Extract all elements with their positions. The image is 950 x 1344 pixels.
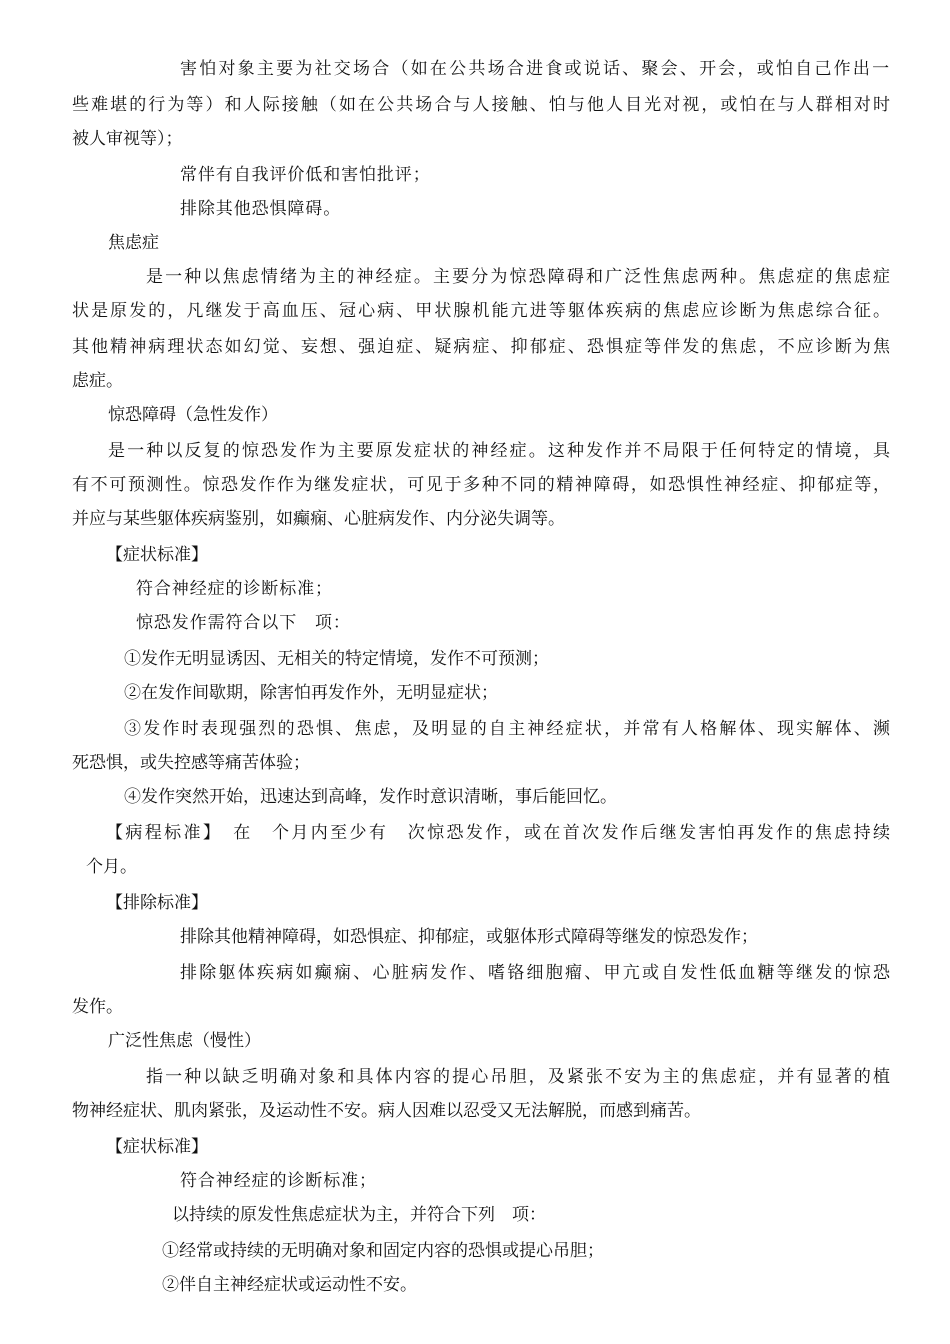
- paragraph-line: 其他精神病理状态如幻觉、妄想、强迫症、疑病症、抑郁症、恐惧症等伴发的焦虑，不应诊断为焦: [72, 337, 890, 357]
- section-heading: 焦虑症: [108, 233, 159, 253]
- paragraph-line: 物神经症状、肌肉紧张，及运动性不安。病人因难以忍受又无法解脱，而感到痛苦。: [72, 1101, 701, 1121]
- paragraph-line: 虑症。: [72, 371, 123, 391]
- criteria-line: 惊恐发作需符合以下 项：: [136, 613, 351, 633]
- paragraph-line: 是一种以反复的惊恐发作为主要原发症状的神经症。这种发作并不局限于任何特定的情境，具: [108, 441, 890, 461]
- criteria-line: 符合神经症的诊断标准；: [136, 579, 333, 599]
- subsection-heading: 【症状标准】: [106, 545, 208, 565]
- criteria-item: ③发作时表现强烈的恐惧、焦虑，及明显的自主神经症状，并常有人格解体、现实解体、濒: [124, 719, 890, 739]
- criteria-line: 发作。: [72, 997, 123, 1017]
- paragraph-line: 并应与某些躯体疾病鉴别，如癫痫、心脏病发作、内分泌失调等。: [72, 509, 565, 529]
- criteria-line: 排除躯体疾病如癫痫、心脏病发作、嗜铬细胞瘤、甲亢或自发性低血糖等继发的惊恐: [180, 963, 890, 983]
- paragraph-line: 排除其他恐惧障碍。: [180, 199, 342, 219]
- paragraph-line: 有不可预测性。惊恐发作作为继发症状，可见于多种不同的精神障碍，如恐惧性神经症、抑郁症等，: [72, 475, 890, 495]
- paragraph-line: 害怕对象主要为社交场合（如在公共场合进食或说话、聚会、开会，或怕自己作出一: [180, 59, 890, 79]
- criteria-item: ②在发作间歇期，除害怕再发作外，无明显症状；: [124, 683, 498, 703]
- criteria-item: ④发作突然开始，迅速达到高峰，发作时意识清晰，事后能回忆。: [124, 787, 617, 807]
- criteria-item: ①经常或持续的无明确对象和固定内容的恐惧或提心吊胆；: [162, 1241, 604, 1261]
- criteria-line: 以持续的原发性焦虑症状为主，并符合下列 项：: [172, 1205, 546, 1225]
- section-heading: 惊恐障碍（急性发作）: [108, 405, 278, 425]
- criteria-item: ①发作无明显诱因、无相关的特定情境，发作不可预测；: [124, 649, 549, 669]
- subsection-heading: 【症状标准】: [106, 1137, 208, 1157]
- paragraph-line: 常伴有自我评价低和害怕批评；: [180, 165, 431, 185]
- criteria-item: ②伴自主神经症状或运动性不安。: [162, 1275, 417, 1295]
- paragraph-line: 些难堪的行为等）和人际接触（如在公共场合与人接触、怕与他人目光对视，或怕在与人群相对时: [72, 95, 890, 115]
- criteria-item: 死恐惧，或失控感等痛苦体验；: [72, 753, 310, 773]
- criteria-line: 符合神经症的诊断标准；: [180, 1171, 377, 1191]
- course-criteria: 个月。: [86, 857, 137, 877]
- section-heading: 广泛性焦虑（慢性）: [108, 1031, 261, 1051]
- paragraph-line: 是一种以焦虑情绪为主的神经症。主要分为惊恐障碍和广泛性焦虑两种。焦虑症的焦虑症: [146, 267, 890, 287]
- course-criteria: 【病程标准】 在 个月内至少有 次惊恐发作，或在首次发作后继发害怕再发作的焦虑持续: [106, 823, 890, 843]
- criteria-line: 排除其他精神障碍，如恐惧症、抑郁症，或躯体形式障碍等继发的惊恐发作；: [180, 927, 758, 947]
- paragraph-line: 状是原发的，凡继发于高血压、冠心病、甲状腺机能亢进等躯体疾病的焦虑应诊断为焦虑综合征。: [72, 301, 890, 321]
- subsection-heading: 【排除标准】: [106, 893, 208, 913]
- paragraph-line: 被人审视等）；: [72, 129, 183, 149]
- paragraph-line: 指一种以缺乏明确对象和具体内容的提心吊胆，及紧张不安为主的焦虑症，并有显著的植: [146, 1067, 890, 1087]
